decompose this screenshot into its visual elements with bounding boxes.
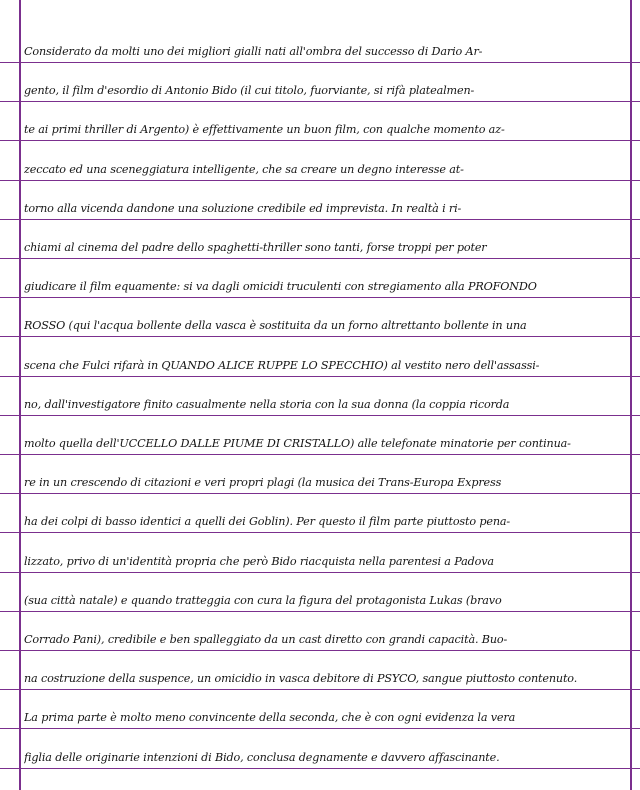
text-line: re in un crescendo di citazioni e veri propri plagi (la musica dei Trans-Europa Express bbox=[24, 476, 502, 489]
ruled-line bbox=[0, 768, 640, 769]
text-line: giudicare il film equamente: si va dagli omicidi truculenti con stregiamento alla PROFONDO bbox=[24, 280, 537, 293]
ruled-line bbox=[0, 376, 640, 377]
text-line: torno alla vicenda dandone una soluzione credibile ed imprevista. In realtà i ri- bbox=[24, 202, 462, 215]
right-margin-line bbox=[630, 0, 632, 790]
left-margin-line bbox=[19, 0, 21, 790]
text-line: no, dall'investigatore finito casualmente nella storia con la sua donna (la coppia ricorda bbox=[24, 398, 510, 411]
text-line: Corrado Pani), credibile e ben spalleggiato da un cast diretto con grandi capacità. Buo- bbox=[24, 633, 508, 646]
text-line: Considerato da molti uno dei migliori gialli nati all'ombra del successo di Dario Ar- bbox=[24, 45, 483, 58]
text-line: molto quella dell'UCCELLO DALLE PIUME DI CRISTALLO) alle telefonate minatorie per continua- bbox=[24, 437, 571, 450]
text-line: zeccato ed una sceneggiatura intelligente, che sa creare un degno interesse at- bbox=[24, 163, 464, 176]
text-line: te ai primi thriller di Argento) è effettivamente un buon film, con qualche momento az- bbox=[24, 123, 505, 136]
ruled-line bbox=[0, 454, 640, 455]
ruled-line bbox=[0, 415, 640, 416]
text-line: lizzato, privo di un'identità propria che però Bido riacquista nella parentesi a Padova bbox=[24, 555, 494, 568]
text-line: gento, il film d'esordio di Antonio Bido (il cui titolo, fuorviante, si rifà platealmen- bbox=[24, 84, 475, 97]
text-line: chiami al cinema del padre dello spaghetti-thriller sono tanti, forse troppi per poter bbox=[24, 241, 487, 254]
ruled-line bbox=[0, 493, 640, 494]
text-line: (sua città natale) e quando tratteggia con cura la figura del protagonista Lukas (bravo bbox=[24, 594, 502, 607]
ruled-line bbox=[0, 611, 640, 612]
text-line: na costruzione della suspence, un omicidio in vasca debitore di PSYCO, sangue piuttosto contenuto. bbox=[24, 672, 578, 685]
text-line: La prima parte è molto meno convincente della seconda, che è con ogni evidenza la vera bbox=[24, 711, 516, 724]
ruled-line bbox=[0, 297, 640, 298]
ruled-line bbox=[0, 336, 640, 337]
ruled-line bbox=[0, 728, 640, 729]
ruled-line bbox=[0, 532, 640, 533]
ruled-line bbox=[0, 140, 640, 141]
ruled-line bbox=[0, 62, 640, 63]
text-line: ROSSO (qui l'acqua bollente della vasca è sostituita da un forno altrettanto bollente in una bbox=[24, 319, 527, 332]
text-line: ha dei colpi di basso identici a quelli dei Goblin). Per questo il film parte piuttosto pena- bbox=[24, 515, 511, 528]
ruled-line bbox=[0, 689, 640, 690]
text-line: figlia delle originarie intenzioni di Bido, conclusa degnamente e davvero affascinante. bbox=[24, 751, 500, 764]
ruled-line bbox=[0, 180, 640, 181]
text-line: scena che Fulci rifarà in QUANDO ALICE RUPPE LO SPECCHIO) al vestito nero dell'assassi- bbox=[24, 359, 540, 372]
ruled-line bbox=[0, 219, 640, 220]
ruled-line bbox=[0, 101, 640, 102]
ruled-line bbox=[0, 572, 640, 573]
ruled-line bbox=[0, 258, 640, 259]
ruled-line bbox=[0, 650, 640, 651]
